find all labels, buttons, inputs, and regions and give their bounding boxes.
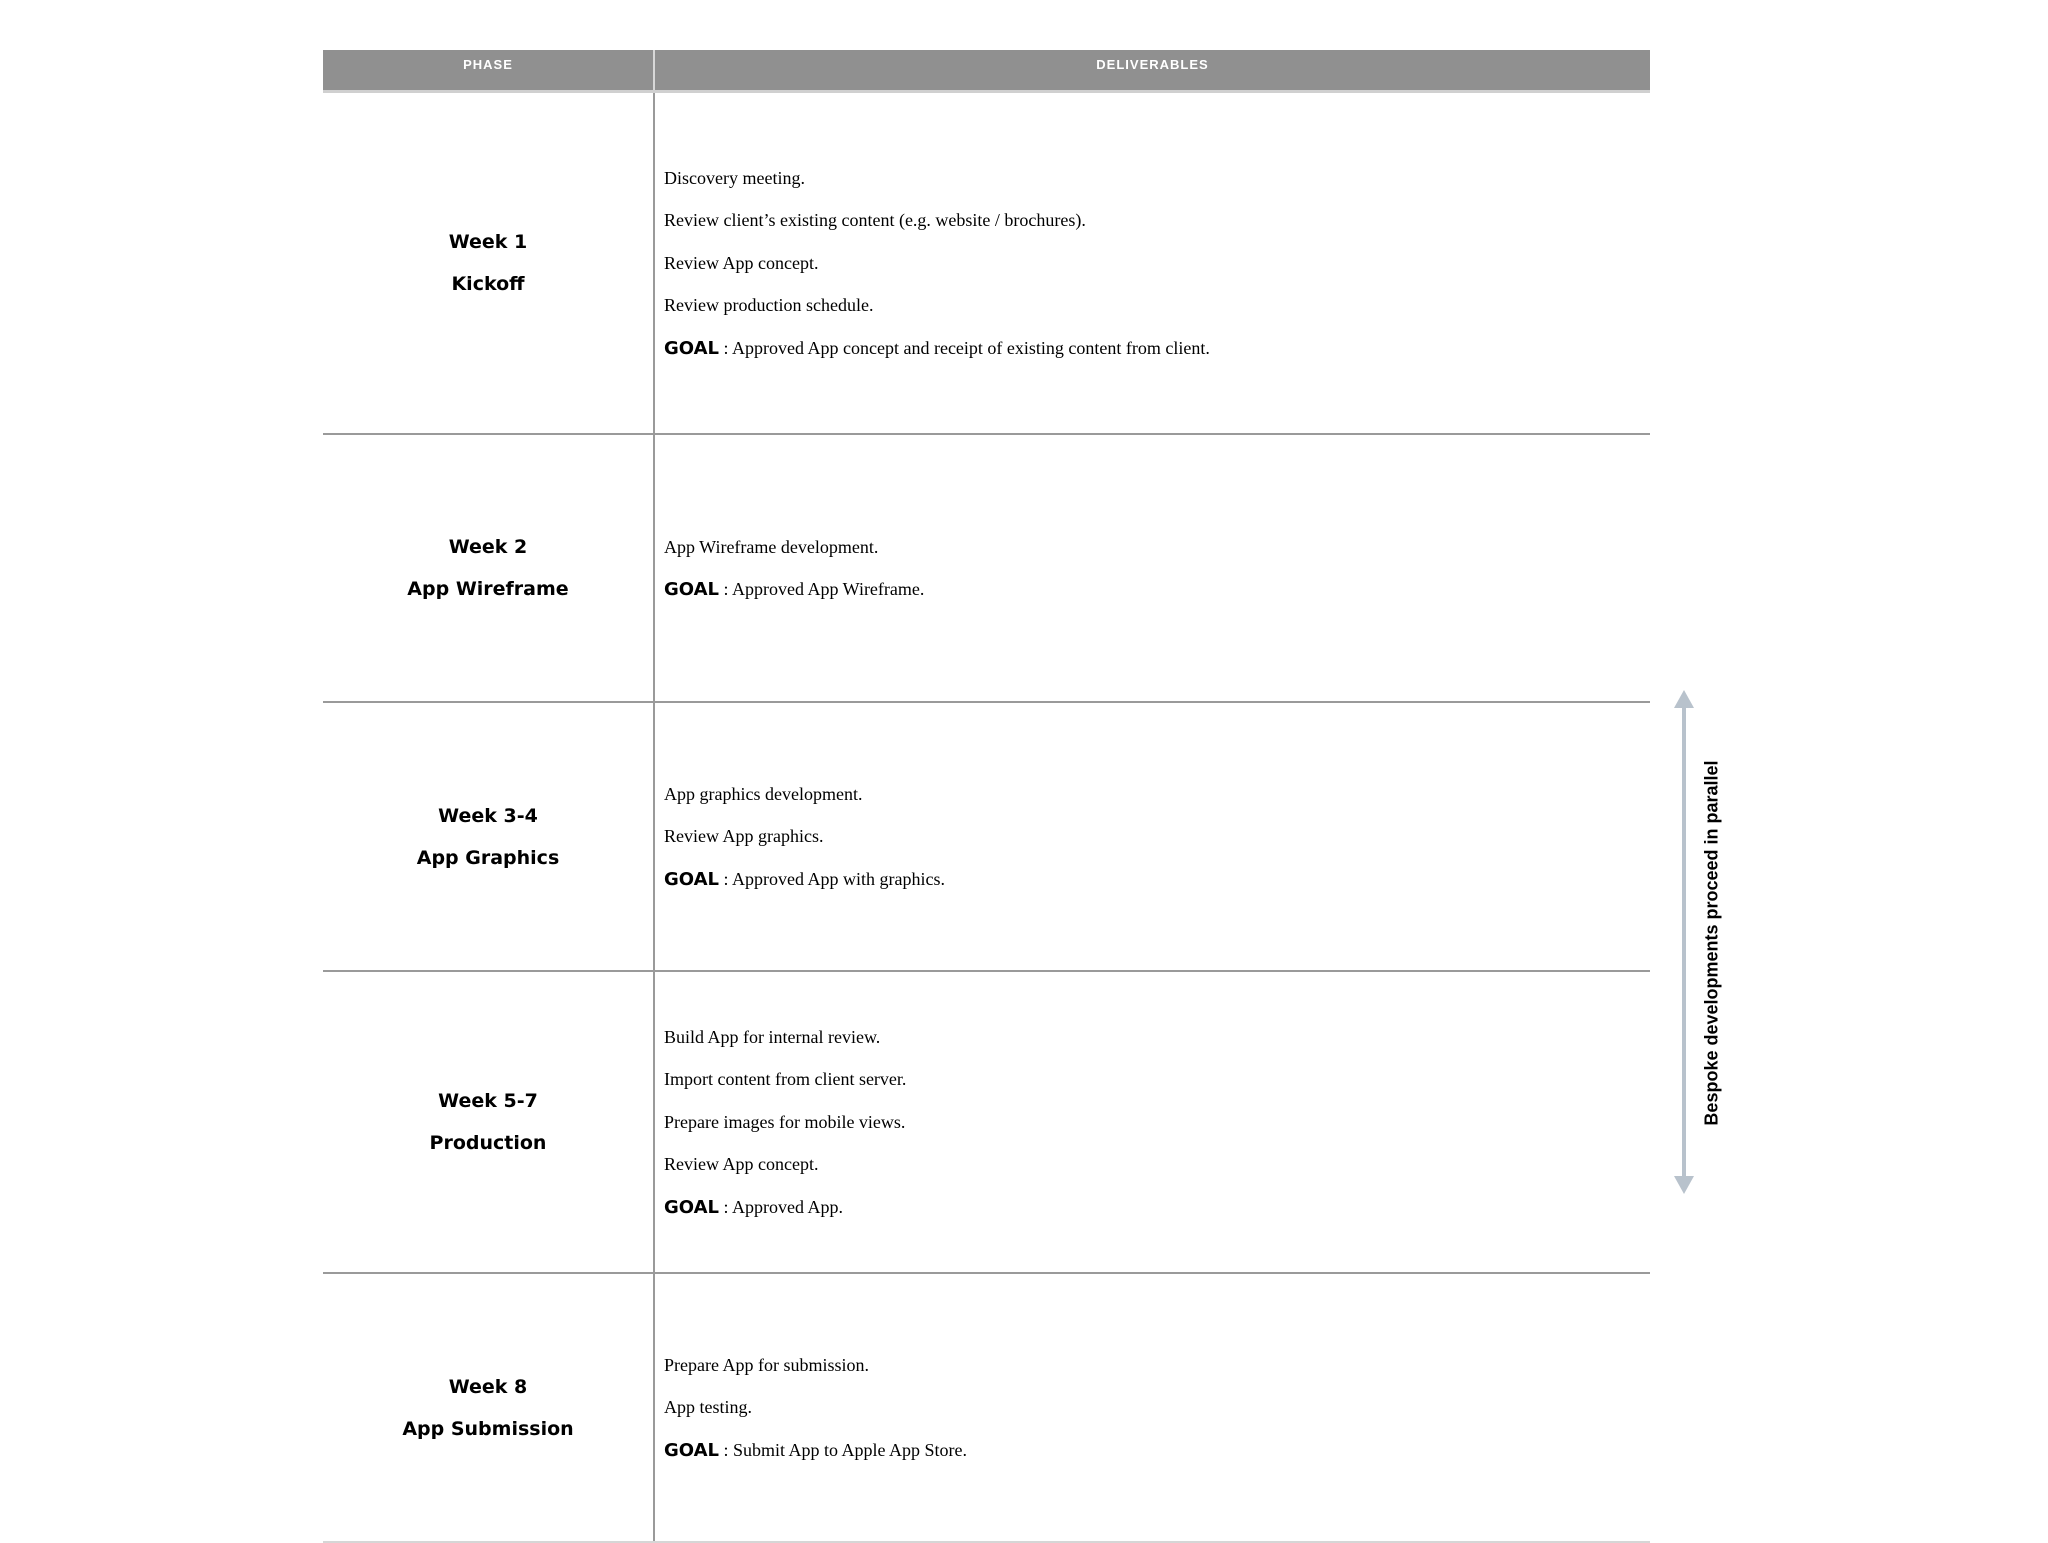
- deliverable-item: App Wireframe development.: [664, 536, 879, 557]
- goal-line: [664, 1429, 1650, 1472]
- phase-name: Kickoff: [451, 273, 525, 295]
- deliverables-cell: [655, 1274, 1650, 1541]
- deliverable-item: Review client’s existing content (e.g. website / brochures).: [664, 210, 1086, 231]
- week-label: Week 5-7: [438, 1090, 538, 1112]
- table-row: [323, 1274, 1650, 1543]
- goal-label: GOAL: [664, 337, 719, 359]
- phase-name: App Graphics: [416, 846, 560, 869]
- deliverables-cell: [655, 703, 1650, 970]
- table-row: [323, 972, 1650, 1274]
- phase-name: App Wireframe: [407, 578, 569, 600]
- deliverable-item: Review App concept.: [664, 1154, 819, 1175]
- goal-line: [664, 327, 1650, 370]
- deliverable-item: Discovery meeting.: [664, 167, 805, 188]
- week-label: Week 8: [448, 1375, 528, 1398]
- table-header: [323, 50, 1650, 93]
- parallel-arrow: [1660, 690, 1740, 1194]
- deliverable-item: Review App concept.: [664, 252, 819, 273]
- schedule-table: [323, 50, 1650, 1543]
- deliverables-cell: [655, 93, 1650, 433]
- double-arrow-icon: [1660, 690, 1740, 1194]
- phase-cell: [323, 93, 655, 433]
- deliverable-item: Review App graphics.: [664, 826, 824, 847]
- phase-cell: [323, 972, 655, 1272]
- goal-text: : Approved App.: [719, 1196, 843, 1217]
- phase-cell: [323, 435, 655, 701]
- goal-line: [664, 858, 1650, 901]
- deliverable-item: Build App for internal review.: [664, 1026, 881, 1047]
- week-label: Week 2: [448, 536, 528, 558]
- phase-cell: [323, 1274, 655, 1541]
- table-row: [323, 435, 1650, 703]
- deliverable-item: Prepare images for mobile views.: [664, 1111, 906, 1132]
- week-label: Week 3-4: [438, 804, 538, 827]
- phase-cell: [323, 703, 655, 970]
- goal-label: GOAL: [664, 868, 719, 890]
- phase-name: App Submission: [402, 1417, 574, 1440]
- side-note-label: Bespoke developments proceed in parallel: [1701, 760, 1722, 1126]
- header-phase: PHASE: [323, 50, 655, 90]
- goal-text: : Submit App to Apple App Store.: [719, 1439, 968, 1460]
- deliverable-item: App graphics development.: [664, 783, 863, 804]
- goal-text: : Approved App with graphics.: [719, 868, 945, 889]
- goal-label: GOAL: [664, 1439, 719, 1461]
- goal-line: [664, 568, 1650, 611]
- phase-name: Production: [429, 1132, 547, 1154]
- deliverable-item: App testing.: [664, 1397, 752, 1418]
- goal-line: [664, 1186, 1650, 1229]
- table-row: [323, 703, 1650, 972]
- goal-text: : Approved App Wireframe.: [719, 579, 925, 599]
- goal-label: GOAL: [664, 1196, 719, 1218]
- table-row: [323, 93, 1650, 435]
- deliverables-cell: [655, 435, 1650, 701]
- deliverables-cell: [655, 972, 1650, 1272]
- week-label: Week 1: [448, 231, 528, 253]
- goal-text: : Approved App concept and receipt of existing content from client.: [719, 337, 1210, 358]
- deliverable-item: Review production schedule.: [664, 295, 874, 316]
- deliverable-item: Prepare App for submission.: [664, 1354, 869, 1375]
- header-deliverables: DELIVERABLES: [1096, 57, 1209, 72]
- goal-label: GOAL: [664, 579, 719, 600]
- deliverable-item: Import content from client server.: [664, 1069, 907, 1090]
